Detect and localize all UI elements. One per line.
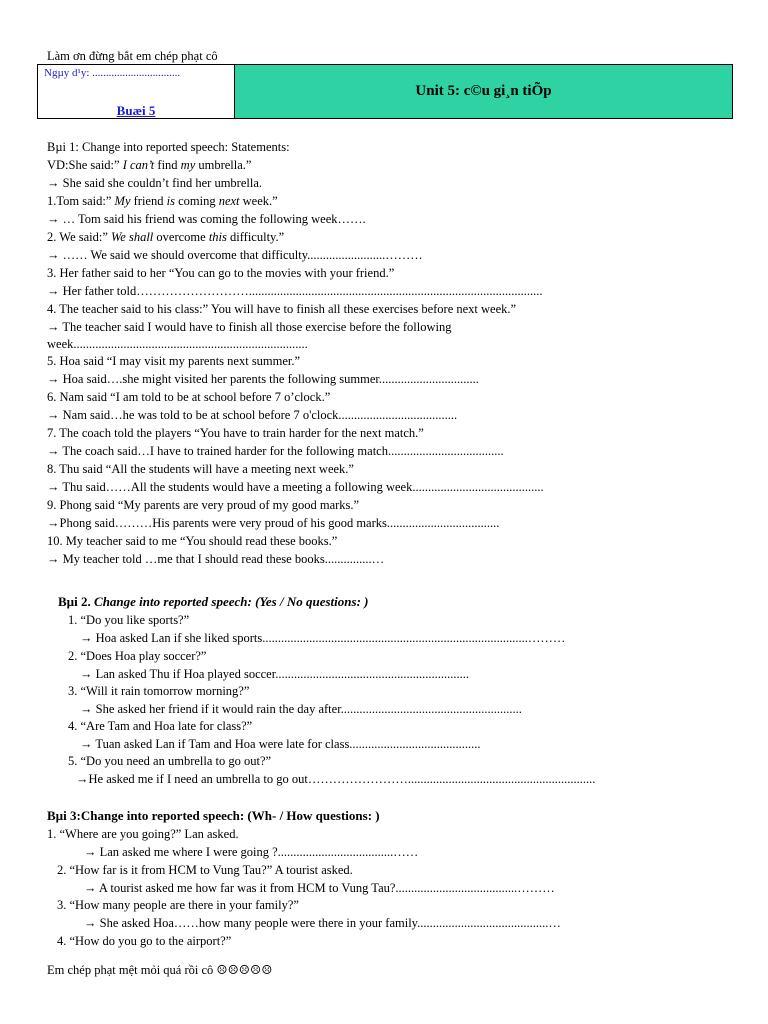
s1-q2: 2. We said:” We shall overcome this difficulty.”: [47, 230, 285, 244]
s1-a7: → The coach said…I have to trained harder for the following match.....................................: [47, 444, 504, 458]
s1-a6: → Nam said…he was told to be at school before 7 o'clock......................................: [47, 408, 458, 422]
unit-title: Unit 5: c©u gi¸n tiÕp: [415, 83, 552, 99]
s2-q2: 2. “Does Hoa play soccer?”: [68, 649, 207, 663]
s2-a3: → She asked her friend if it would rain the day after..........................................................: [80, 702, 522, 716]
s1-q6: 6. Nam said “I am told to be at school before 7 o’clock.”: [47, 390, 331, 404]
header-left-cell: [38, 65, 235, 118]
s1-a9: →Phong said………His parents were very proud of his good marks....................................: [47, 516, 500, 530]
top-note: Làm ơn đừng bắt em chép phạt cô: [47, 49, 218, 63]
s3-q2: 2. “How far is it from HCM to Vung Tau?” A tourist asked.: [57, 863, 353, 877]
s3-a2: → A tourist asked me how far was it from HCM to Vung Tau?.......................................………: [84, 881, 555, 895]
s1-q8: 8. Thu said “All the students will have a meeting next week.”: [47, 462, 354, 476]
s2-q5: 5. “Do you need an umbrella to go out?”: [68, 754, 272, 768]
s1-a3: → Her father told………………………..............................................................................................: [47, 284, 543, 298]
s1-q9: 9. Phong said “My parents are very proud of my good marks.”: [47, 498, 360, 512]
s1-q7: 7. The coach told the players “You have to train harder for the next match.”: [47, 426, 424, 440]
s1-q5: 5. Hoa said “I may visit my parents next summer.”: [47, 354, 301, 368]
s3-a3: → She asked Hoa……how many people were there in your family..........................................…: [84, 916, 561, 930]
s3-a1: → Lan asked me where I were going ?.....................................……: [84, 845, 419, 859]
section1-example: VD:She said:” I can’t find my umbrella.”: [47, 158, 252, 172]
s2-q4: 4. “Are Tam and Hoa late for class?”: [68, 719, 253, 733]
header-title-cell: [235, 65, 732, 118]
s2-q3: 3. “Will it rain tomorrow morning?”: [68, 684, 250, 698]
section1-example-answer: → She said she couldn’t find her umbrella.: [47, 176, 263, 190]
s1-a5: → Hoa said….she might visited her parents the following summer................................: [47, 372, 479, 386]
s1-a2: → …… We said we should overcome that difficulty.........................………: [47, 248, 423, 262]
s2-a4: → Tuan asked Lan if Tam and Hoa were late for class..........................................: [80, 737, 481, 751]
lesson-header: [37, 64, 733, 119]
s1-a4: → The teacher said I would have to finish all those exercise before the following: [47, 320, 452, 334]
s2-a1: → Hoa asked Lan if she liked sports.....................................................................................………: [80, 631, 566, 645]
section3-title: Bµi 3:Change into reported speech: (Wh- / How questions: ): [47, 808, 380, 823]
section2-title: Bµi 2. Change into reported speech: (Yes / No questions: ): [58, 594, 369, 609]
session-label: Buæi 5: [116, 103, 156, 118]
s1-a8: → Thu said……All the students would have a meeting a following week..........................................: [47, 480, 544, 494]
teaching-date-label: Ngµy d¹y: ................................: [44, 67, 181, 79]
s1-q10: 10. My teacher said to me “You should read these books.”: [47, 534, 338, 548]
s1-a10: → My teacher told …me that I should read these books...............…: [47, 552, 385, 566]
s3-q1: 1. “Where are you going?” Lan asked.: [47, 827, 239, 841]
s3-q4: 4. “How do you go to the airport?”: [57, 934, 232, 948]
s1-q4: 4. The teacher said to his class:” You will have to finish all these exercises before next week.”: [47, 302, 517, 316]
s1-a1: → … Tom said his friend was coming the following week…….: [47, 212, 366, 226]
s2-a2: → Lan asked Thu if Hoa played soccer..............................................................: [80, 667, 469, 681]
bottom-note: Em chép phạt mệt mỏi quá rồi cô ☹☹☹☹☹: [47, 963, 273, 977]
s1-q3: 3. Her father said to her “You can go to the movies with your friend.”: [47, 266, 395, 280]
s1-q1: 1.Tom said:” My friend is coming next week.”: [47, 194, 278, 208]
section1-title: Bµi 1: Change into reported speech: Statements:: [47, 140, 290, 154]
s2-q1: 1. “Do you like sports?”: [68, 613, 190, 627]
s3-q3: 3. “How many people are there in your family?”: [57, 898, 299, 912]
s1-a4-cont: week...........................................................................: [47, 337, 308, 351]
s2-a5: →He asked me if I need an umbrella to go out……………………............................................................: [76, 772, 596, 786]
